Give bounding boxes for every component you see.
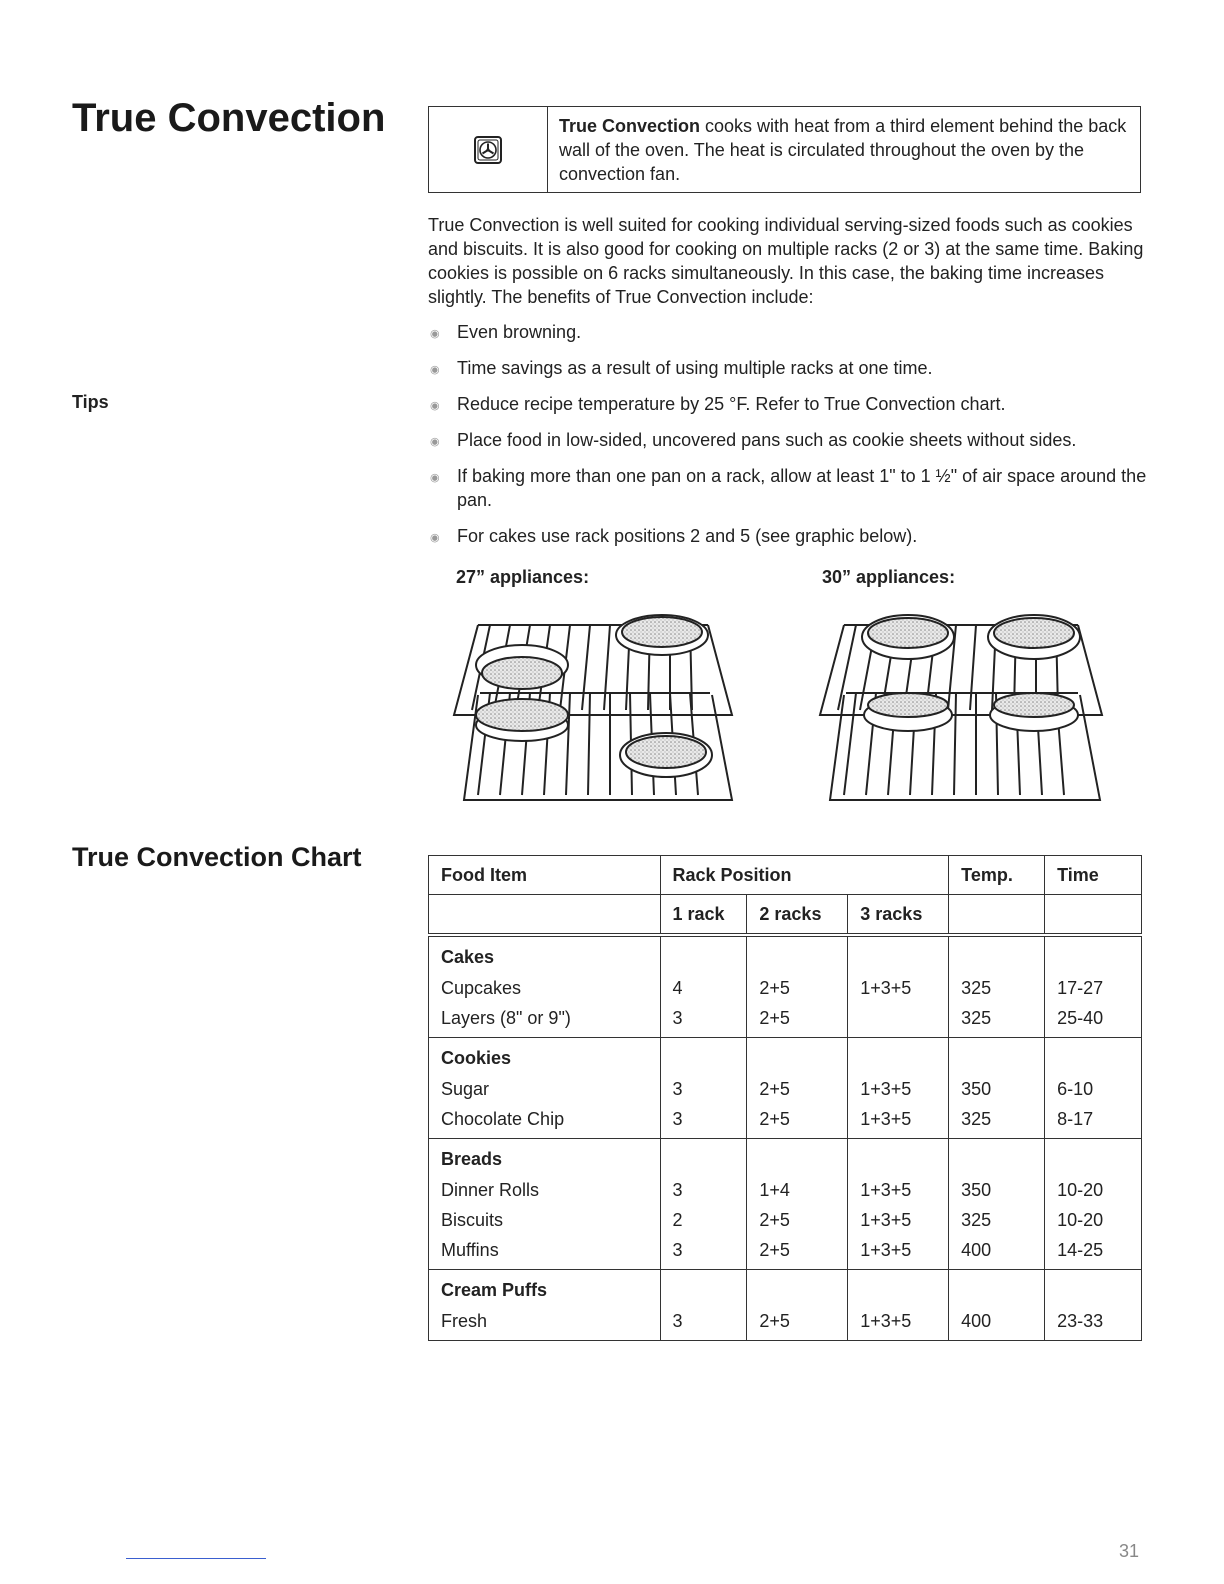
cell-r3 bbox=[848, 1003, 949, 1038]
table-category-row bbox=[429, 1139, 1142, 1176]
cell-r3: 1+3+5 bbox=[848, 1205, 949, 1235]
cell-r1: 3 bbox=[660, 1003, 747, 1038]
empty-cell bbox=[1045, 1139, 1142, 1176]
chart-title: True Convection Chart bbox=[72, 842, 362, 872]
empty-cell bbox=[848, 1139, 949, 1176]
list-item bbox=[428, 356, 1148, 380]
empty-cell bbox=[747, 1139, 848, 1176]
empty-cell bbox=[747, 1270, 848, 1307]
cell-r3: 1+3+5 bbox=[848, 1235, 949, 1270]
bullet-icon: ◉ bbox=[430, 436, 440, 448]
list-item bbox=[428, 464, 1148, 512]
table-category-row bbox=[429, 935, 1142, 973]
cell-time: 8-17 bbox=[1045, 1104, 1142, 1139]
cell-r1: 4 bbox=[660, 973, 747, 1003]
cell-r3: 1+3+5 bbox=[848, 973, 949, 1003]
cell-temp: 350 bbox=[949, 1074, 1045, 1104]
cell-r2: 2+5 bbox=[747, 1205, 848, 1235]
empty-cell bbox=[660, 1270, 747, 1307]
appliances-30-label: 30” appliances: bbox=[822, 567, 956, 587]
cell-time: 10-20 bbox=[1045, 1205, 1142, 1235]
cell-temp: 325 bbox=[949, 1003, 1045, 1038]
cell-temp: 400 bbox=[949, 1235, 1045, 1270]
category-name: Cookies bbox=[429, 1038, 661, 1075]
cell-r3: 1+3+5 bbox=[848, 1175, 949, 1205]
header-rack: Rack Position bbox=[660, 856, 949, 895]
empty-cell bbox=[1045, 1270, 1142, 1307]
cell-r3: 1+3+5 bbox=[848, 1074, 949, 1104]
table-subheader-row bbox=[429, 895, 1142, 936]
list-item bbox=[428, 428, 1148, 452]
cell-r2: 2+5 bbox=[747, 1104, 848, 1139]
cell-item: Fresh bbox=[429, 1306, 661, 1341]
empty-cell bbox=[949, 1139, 1045, 1176]
cell-time: 10-20 bbox=[1045, 1175, 1142, 1205]
cell-item: Muffins bbox=[429, 1235, 661, 1270]
cell-time: 14-25 bbox=[1045, 1235, 1142, 1270]
table-row bbox=[429, 1003, 1142, 1038]
bullet-icon: ◉ bbox=[430, 400, 440, 412]
cell-r2: 2+5 bbox=[747, 1003, 848, 1038]
empty-cell bbox=[848, 1270, 949, 1307]
cell-r3: 1+3+5 bbox=[848, 1104, 949, 1139]
cell-r2: 2+5 bbox=[747, 1306, 848, 1341]
icon-cell bbox=[429, 107, 548, 192]
cell-r2: 2+5 bbox=[747, 1235, 848, 1270]
table-row bbox=[429, 1074, 1142, 1104]
cell-temp: 325 bbox=[949, 1205, 1045, 1235]
cell-item: Dinner Rolls bbox=[429, 1175, 661, 1205]
bullet-list bbox=[428, 320, 1148, 560]
convection-fan-icon bbox=[473, 135, 503, 165]
cell-item: Biscuits bbox=[429, 1205, 661, 1235]
footer-line bbox=[126, 1558, 266, 1559]
cell-temp: 400 bbox=[949, 1306, 1045, 1341]
rack-illustration-30 bbox=[816, 605, 1110, 805]
intro-paragraph: True Convection is well suited for cooking individual serving-sized foods such as cookies and biscuits. It is also good for cooking on multiple racks (2 or 3) at the same time. Baking cookies is possible on 6 racks simultaneously. In this case, the baking time increases slightly. The benefits of True Convection include: bbox=[428, 215, 1144, 307]
bullet-text: For cakes use rack positions 2 and 5 (see graphic below). bbox=[457, 526, 918, 546]
empty-cell bbox=[660, 1038, 747, 1075]
empty-cell bbox=[1045, 1038, 1142, 1075]
cell-r2: 2+5 bbox=[747, 973, 848, 1003]
table-row bbox=[429, 1205, 1142, 1235]
cell-temp: 325 bbox=[949, 973, 1045, 1003]
empty-cell bbox=[660, 935, 747, 973]
table-row bbox=[429, 1235, 1142, 1270]
cell-time: 23-33 bbox=[1045, 1306, 1142, 1341]
cell-r2: 2+5 bbox=[747, 1074, 848, 1104]
tips-label: Tips bbox=[72, 392, 109, 412]
table-category-row bbox=[429, 1038, 1142, 1075]
bullet-text: Reduce recipe temperature by 25 °F. Refer to True Convection chart. bbox=[457, 394, 1006, 414]
cell-temp: 325 bbox=[949, 1104, 1045, 1139]
bullet-icon: ◉ bbox=[430, 364, 440, 376]
convection-info-box bbox=[428, 106, 1141, 193]
header-time: Time bbox=[1045, 856, 1142, 895]
page-number: 31 bbox=[1119, 1541, 1140, 1561]
table-row bbox=[429, 1175, 1142, 1205]
empty-cell bbox=[1045, 895, 1142, 936]
cell-item: Layers (8" or 9") bbox=[429, 1003, 661, 1038]
empty-cell bbox=[848, 935, 949, 973]
table-row bbox=[429, 973, 1142, 1003]
table-category-row bbox=[429, 1270, 1142, 1307]
appliances-27-label: 27” appliances: bbox=[456, 567, 590, 587]
empty-cell bbox=[1045, 935, 1142, 973]
info-body: cooks with heat from a third element behind the back wall of the oven. The heat is circulated throughout the oven by the convection fan. bbox=[559, 116, 1127, 184]
info-text bbox=[548, 107, 1140, 192]
table-header-row bbox=[429, 856, 1142, 895]
page-title: True Convection bbox=[72, 96, 386, 140]
empty-cell bbox=[949, 935, 1045, 973]
category-name: Cakes bbox=[429, 935, 661, 973]
cell-item: Cupcakes bbox=[429, 973, 661, 1003]
cell-r1: 3 bbox=[660, 1235, 747, 1270]
cell-r1: 3 bbox=[660, 1175, 747, 1205]
empty-cell bbox=[747, 935, 848, 973]
bullet-icon: ◉ bbox=[430, 472, 440, 484]
table-row bbox=[429, 1104, 1142, 1139]
subheader-1-rack: 1 rack bbox=[660, 895, 747, 936]
rack-illustration-27 bbox=[450, 605, 740, 805]
cell-r2: 1+4 bbox=[747, 1175, 848, 1205]
cell-temp: 350 bbox=[949, 1175, 1045, 1205]
convection-chart-table bbox=[428, 855, 1142, 1341]
subheader-2-racks: 2 racks bbox=[747, 895, 848, 936]
empty-cell bbox=[660, 1139, 747, 1176]
cell-r1: 3 bbox=[660, 1306, 747, 1341]
info-bold: True Convection bbox=[559, 116, 701, 136]
cell-r1: 3 bbox=[660, 1074, 747, 1104]
cell-time: 6-10 bbox=[1045, 1074, 1142, 1104]
header-temp: Temp. bbox=[949, 856, 1045, 895]
bullet-text: Place food in low-sided, uncovered pans such as cookie sheets without sides. bbox=[457, 430, 1077, 450]
table-row bbox=[429, 1306, 1142, 1341]
bullet-text: If baking more than one pan on a rack, allow at least 1" to 1 ½" of air space around the pan. bbox=[457, 466, 1147, 510]
cell-r1: 2 bbox=[660, 1205, 747, 1235]
empty-cell bbox=[747, 1038, 848, 1075]
cell-item: Sugar bbox=[429, 1074, 661, 1104]
category-name: Breads bbox=[429, 1139, 661, 1176]
list-item bbox=[428, 392, 1148, 416]
empty-cell bbox=[949, 1270, 1045, 1307]
empty-cell bbox=[429, 895, 661, 936]
cell-time: 25-40 bbox=[1045, 1003, 1142, 1038]
category-name: Cream Puffs bbox=[429, 1270, 661, 1307]
bullet-icon: ◉ bbox=[430, 532, 440, 544]
bullet-icon: ◉ bbox=[430, 328, 440, 340]
list-item bbox=[428, 320, 1148, 344]
cell-r3: 1+3+5 bbox=[848, 1306, 949, 1341]
cell-time: 17-27 bbox=[1045, 973, 1142, 1003]
subheader-3-racks: 3 racks bbox=[848, 895, 949, 936]
list-item bbox=[428, 524, 1148, 548]
empty-cell bbox=[949, 895, 1045, 936]
empty-cell bbox=[949, 1038, 1045, 1075]
cell-r1: 3 bbox=[660, 1104, 747, 1139]
bullet-text: Time savings as a result of using multiple racks at one time. bbox=[457, 358, 933, 378]
header-food: Food Item bbox=[429, 856, 661, 895]
cell-item: Chocolate Chip bbox=[429, 1104, 661, 1139]
empty-cell bbox=[848, 1038, 949, 1075]
bullet-text: Even browning. bbox=[457, 322, 582, 342]
